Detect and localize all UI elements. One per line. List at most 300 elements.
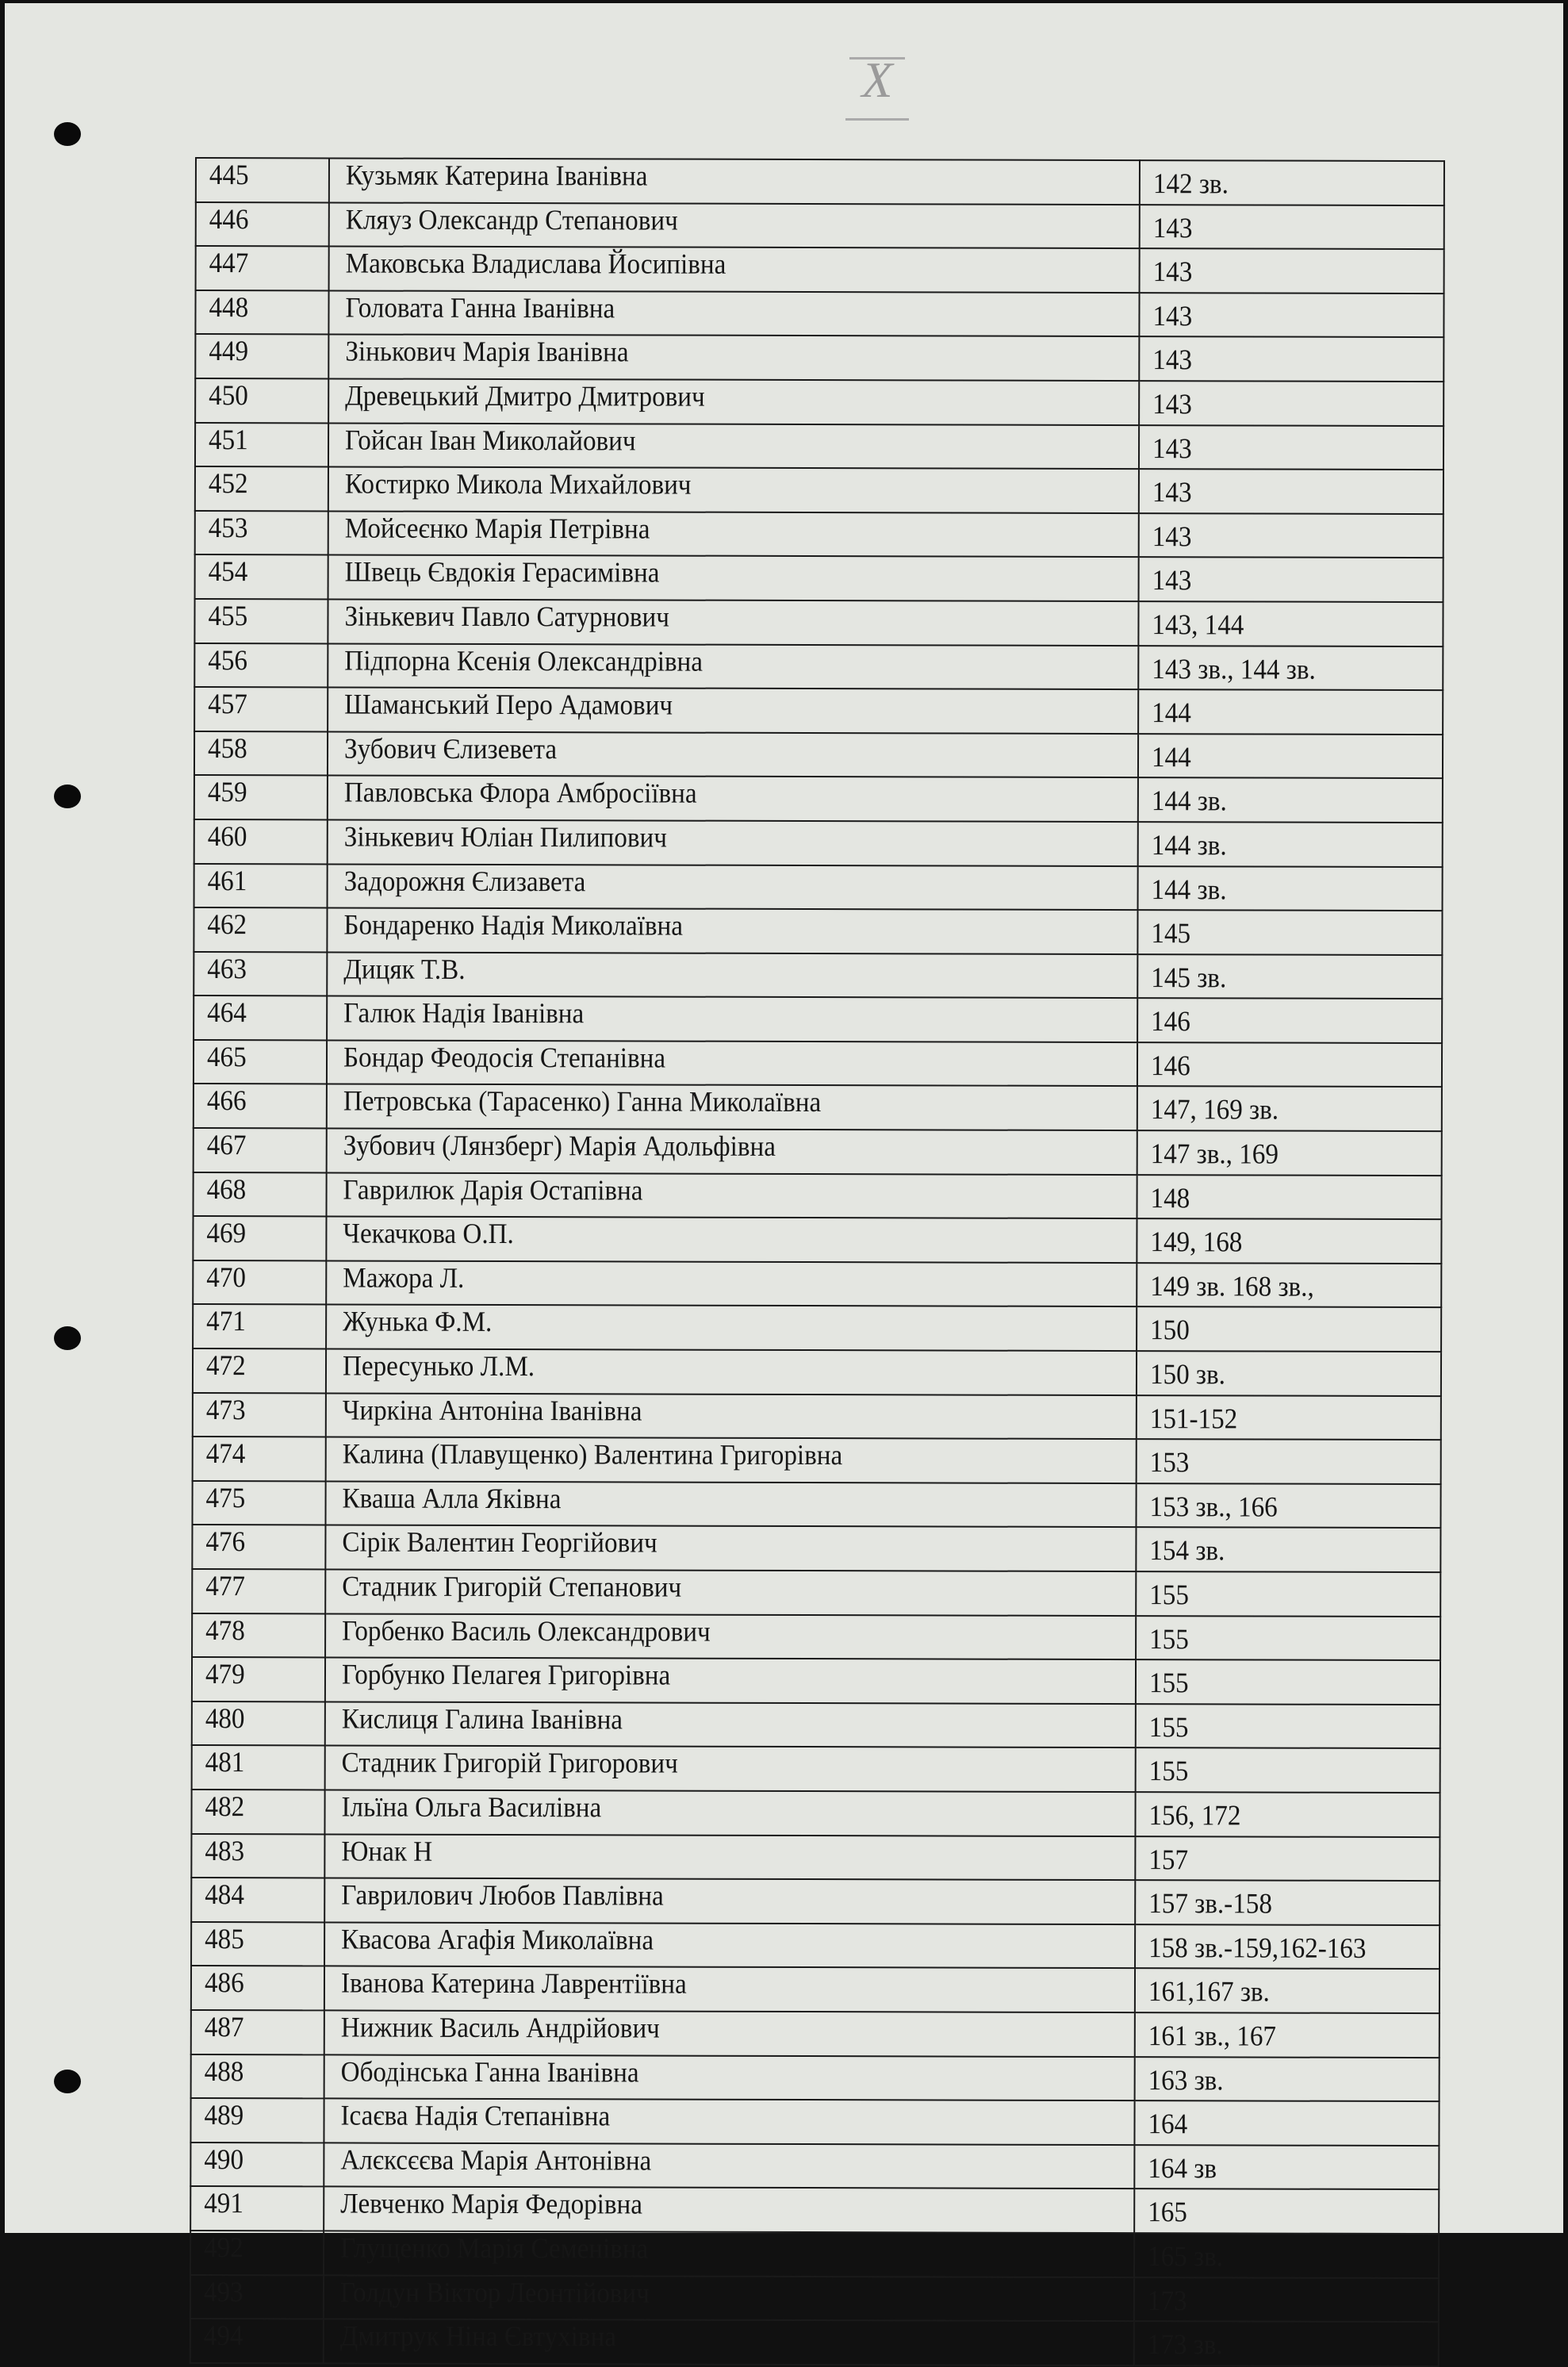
person-name: Кислиця Галина Іванівна bbox=[341, 1702, 623, 1736]
page-reference: 144 зв. bbox=[1151, 785, 1227, 817]
table-row bbox=[191, 1966, 1440, 2013]
person-name: Іванова Катерина Лаврентіївна bbox=[340, 1966, 687, 2000]
person-name: Гаврилюк Дарія Остапівна bbox=[343, 1173, 643, 1207]
page-reference: 144 bbox=[1152, 696, 1191, 729]
row-number: 455 bbox=[208, 599, 248, 632]
row-number-cell bbox=[194, 1128, 327, 1172]
row-number: 477 bbox=[205, 1570, 246, 1602]
page-reference-cell bbox=[1137, 1218, 1441, 1264]
page-reference: 144 bbox=[1151, 740, 1191, 773]
page-reference: 161,167 зв. bbox=[1148, 1975, 1270, 2008]
person-name-cell bbox=[326, 1348, 1137, 1394]
row-number-cell bbox=[194, 731, 328, 776]
row-number: 482 bbox=[205, 1790, 245, 1823]
row-number-cell bbox=[192, 1745, 325, 1790]
row-number-cell bbox=[195, 423, 328, 467]
page-reference-cell bbox=[1139, 336, 1443, 382]
page-reference-cell bbox=[1140, 160, 1444, 205]
page-reference-cell bbox=[1135, 1836, 1440, 1882]
row-number-cell bbox=[194, 687, 328, 731]
page-reference-cell bbox=[1134, 2100, 1439, 2146]
row-number-cell bbox=[193, 1216, 326, 1260]
table-row bbox=[194, 731, 1443, 779]
person-name-cell bbox=[328, 688, 1138, 734]
row-number: 466 bbox=[206, 1084, 247, 1117]
table-row bbox=[195, 334, 1443, 382]
page-reference-cell bbox=[1137, 998, 1442, 1043]
table-row bbox=[196, 246, 1444, 293]
person-name-cell bbox=[324, 2099, 1134, 2145]
person-name: Швець Євдокія Герасимівна bbox=[344, 555, 660, 589]
row-number: 485 bbox=[205, 1922, 244, 1955]
row-number-cell bbox=[194, 599, 328, 643]
row-number: 488 bbox=[204, 2054, 244, 2087]
page-reference: 163 зв. bbox=[1148, 2063, 1224, 2096]
row-number-cell bbox=[193, 1348, 326, 1393]
row-number: 460 bbox=[207, 819, 247, 853]
register-table bbox=[190, 157, 1445, 2367]
table-row bbox=[194, 1128, 1442, 1176]
person-name: Мойсеєнко Марія Петрівна bbox=[344, 512, 650, 545]
page-reference: 173 зв. bbox=[1147, 2328, 1223, 2361]
page-reference-cell bbox=[1140, 248, 1444, 293]
row-number: 454 bbox=[208, 555, 248, 588]
page-mark: X bbox=[845, 51, 909, 122]
row-number: 493 bbox=[203, 2275, 243, 2308]
page-reference: 165 bbox=[1148, 2196, 1187, 2228]
row-number: 487 bbox=[204, 2010, 244, 2043]
row-number: 494 bbox=[203, 2319, 243, 2352]
row-number-cell bbox=[196, 246, 329, 290]
person-name: Задорожня Єлизавета bbox=[343, 864, 586, 897]
page-reference: 145 зв. bbox=[1151, 961, 1227, 994]
person-name: Нижник Василь Андрійович bbox=[340, 2011, 660, 2044]
table-row bbox=[193, 1393, 1441, 1441]
page-reference-cell bbox=[1138, 689, 1443, 735]
table-row bbox=[194, 599, 1443, 646]
person-name: Юнак Н bbox=[341, 1835, 433, 1867]
row-number: 462 bbox=[207, 908, 247, 941]
row-number-cell bbox=[190, 2143, 324, 2187]
row-number-cell bbox=[194, 775, 328, 819]
row-number-cell bbox=[191, 2010, 324, 2054]
person-name: Глущенко Марія Семенівна bbox=[340, 2231, 649, 2265]
person-name-cell bbox=[325, 1658, 1136, 1704]
row-number-cell bbox=[192, 1613, 325, 1658]
table-row bbox=[194, 952, 1442, 999]
person-name: Алєксєєва Марія Антонівна bbox=[340, 2143, 652, 2177]
row-number: 452 bbox=[208, 467, 248, 500]
page-reference: 155 bbox=[1148, 1755, 1189, 1787]
page-reference: 153 bbox=[1149, 1446, 1190, 1479]
row-number: 465 bbox=[206, 1040, 247, 1073]
page-reference-cell bbox=[1136, 1704, 1440, 1749]
row-number-cell bbox=[192, 1701, 325, 1746]
row-number: 469 bbox=[206, 1217, 247, 1249]
person-name-cell bbox=[329, 247, 1140, 293]
person-name-cell bbox=[325, 1481, 1136, 1527]
person-name: Зубович (Лянзберг) Марія Адольфівна bbox=[343, 1129, 776, 1162]
page-reference-cell bbox=[1137, 1087, 1442, 1132]
person-name: Гойсан Іван Миколайович bbox=[345, 424, 636, 457]
row-number: 453 bbox=[208, 511, 248, 543]
table-row bbox=[195, 511, 1443, 558]
row-number-cell bbox=[192, 1481, 325, 1525]
page-reference: 155 bbox=[1149, 1579, 1189, 1611]
table-row bbox=[195, 466, 1443, 514]
page-reference-cell bbox=[1137, 1263, 1441, 1308]
row-number: 456 bbox=[208, 643, 248, 676]
page-reference: 143 bbox=[1152, 211, 1193, 244]
person-name-cell bbox=[324, 2231, 1134, 2277]
person-name-cell bbox=[325, 1525, 1136, 1571]
row-number-cell bbox=[192, 1657, 325, 1701]
table-row bbox=[195, 378, 1443, 426]
page-reference-cell bbox=[1137, 1395, 1441, 1441]
page-reference-cell bbox=[1137, 1439, 1441, 1484]
row-number: 472 bbox=[205, 1349, 246, 1382]
table-row bbox=[194, 1040, 1442, 1088]
person-name-cell bbox=[327, 996, 1137, 1042]
table-row bbox=[190, 2319, 1439, 2366]
table-row bbox=[194, 819, 1443, 867]
person-name: Павловська Флора Амбросіївна bbox=[343, 776, 697, 809]
page-reference-cell bbox=[1136, 1483, 1440, 1529]
page-reference-cell bbox=[1138, 866, 1443, 911]
person-name: Чекачкова О.П. bbox=[343, 1217, 514, 1250]
person-name: Жунька Ф.М. bbox=[343, 1305, 493, 1338]
person-name: Бондар Феодосія Степанівна bbox=[343, 1041, 666, 1074]
person-name-cell bbox=[324, 2319, 1134, 2365]
page-reference: 143 bbox=[1152, 564, 1192, 597]
document-page bbox=[5, 3, 1563, 2361]
page-reference: 149 зв. 168 зв., bbox=[1150, 1270, 1314, 1302]
row-number: 480 bbox=[205, 1701, 245, 1734]
page-reference-cell bbox=[1139, 469, 1443, 514]
person-name-cell bbox=[326, 1305, 1137, 1351]
page-reference: 150 зв. bbox=[1149, 1358, 1226, 1391]
page-reference-cell bbox=[1135, 2012, 1440, 2058]
row-number-cell bbox=[195, 466, 328, 511]
row-number-cell bbox=[193, 1437, 326, 1481]
table-row bbox=[192, 1525, 1440, 1572]
person-name-cell bbox=[324, 1922, 1135, 1968]
row-number: 457 bbox=[208, 688, 247, 720]
person-name-cell bbox=[326, 1437, 1137, 1483]
row-number: 464 bbox=[207, 996, 247, 1029]
page-reference-cell bbox=[1139, 381, 1443, 426]
person-name-cell bbox=[325, 1613, 1136, 1659]
page-reference-cell bbox=[1140, 205, 1444, 250]
page-reference-cell bbox=[1136, 1571, 1440, 1617]
person-name: Галюк Надія Іванівна bbox=[343, 996, 585, 1030]
person-name: Кваша Алла Яківна bbox=[342, 1482, 562, 1515]
page-reference-cell bbox=[1135, 1968, 1440, 2013]
page-reference: 173 bbox=[1147, 2284, 1187, 2316]
person-name-cell bbox=[328, 864, 1138, 910]
page-reference: 151-152 bbox=[1149, 1402, 1238, 1435]
person-name-cell bbox=[328, 599, 1138, 645]
row-number: 486 bbox=[204, 1966, 244, 1999]
row-number-cell bbox=[191, 1878, 324, 1922]
row-number: 481 bbox=[205, 1746, 245, 1778]
person-name-cell bbox=[328, 378, 1139, 424]
person-name-cell bbox=[328, 731, 1138, 777]
page-reference: 149, 168 bbox=[1150, 1226, 1243, 1258]
page-reference: 153 зв., 166 bbox=[1149, 1490, 1278, 1523]
page-reference: 143 bbox=[1152, 432, 1192, 464]
page-reference: 143 bbox=[1152, 299, 1193, 332]
person-name-cell bbox=[324, 1834, 1135, 1880]
person-name-cell bbox=[324, 1790, 1135, 1836]
row-number-cell bbox=[192, 1569, 325, 1613]
person-name: Стадник Григорій Григорович bbox=[341, 1746, 678, 1779]
table-row bbox=[196, 158, 1444, 205]
page-reference-cell bbox=[1135, 1792, 1440, 1837]
person-name: Голдун Віктор Леонтійович bbox=[339, 2275, 650, 2309]
page-reference: 155 bbox=[1148, 1710, 1189, 1744]
page-reference-cell bbox=[1137, 910, 1442, 955]
row-number-cell bbox=[193, 1393, 326, 1437]
page-reference-cell bbox=[1139, 557, 1443, 602]
row-number: 461 bbox=[207, 864, 247, 896]
person-name: Сірік Валентин Георгійович bbox=[342, 1525, 657, 1559]
table-row bbox=[192, 1657, 1440, 1705]
page-reference: 155 bbox=[1148, 1667, 1189, 1699]
row-number-cell bbox=[195, 378, 328, 423]
page-reference: 156, 172 bbox=[1148, 1799, 1241, 1832]
row-number-cell bbox=[194, 907, 327, 952]
person-name-cell bbox=[327, 1172, 1137, 1218]
page-reference: 143 зв., 144 зв. bbox=[1152, 652, 1316, 685]
table-row bbox=[191, 1790, 1440, 1837]
page-reference: 148 bbox=[1150, 1181, 1190, 1214]
person-name: Пересунько Л.М. bbox=[342, 1349, 535, 1383]
person-name: Шаманський Перо Адамович bbox=[344, 688, 673, 721]
row-number-cell bbox=[192, 1525, 325, 1569]
row-number-cell bbox=[193, 1304, 326, 1348]
row-number: 463 bbox=[207, 952, 247, 984]
page-reference: 158 зв.-159,162-163 bbox=[1148, 1931, 1367, 1964]
row-number-cell bbox=[194, 863, 328, 907]
person-name-cell bbox=[328, 290, 1139, 336]
person-name-cell bbox=[326, 1260, 1137, 1306]
page-reference: 143 bbox=[1152, 255, 1193, 288]
person-name-cell bbox=[325, 1746, 1136, 1792]
row-number: 467 bbox=[206, 1129, 247, 1161]
row-number: 475 bbox=[205, 1481, 246, 1513]
row-number-cell bbox=[195, 511, 328, 555]
page-reference-cell bbox=[1138, 734, 1443, 779]
person-name-cell bbox=[325, 1569, 1136, 1615]
row-number: 450 bbox=[209, 379, 248, 412]
person-name-cell bbox=[327, 1129, 1137, 1175]
page-reference: 164 зв bbox=[1148, 2151, 1217, 2185]
page-reference: 157 зв.-158 bbox=[1148, 1887, 1272, 1920]
person-name: Кляуз Олександр Степанович bbox=[345, 203, 678, 236]
row-number: 451 bbox=[209, 423, 248, 455]
row-number-cell bbox=[191, 1966, 324, 2010]
person-name-cell bbox=[324, 2143, 1134, 2189]
row-number: 483 bbox=[205, 1834, 245, 1866]
row-number-cell bbox=[194, 643, 328, 688]
row-number: 484 bbox=[205, 1878, 244, 1911]
page-reference-cell bbox=[1136, 1616, 1440, 1661]
table-row bbox=[194, 996, 1442, 1043]
row-number: 459 bbox=[207, 776, 247, 808]
row-number-cell bbox=[191, 2054, 324, 2099]
person-name: Левченко Марія Федорівна bbox=[340, 2187, 643, 2220]
page-reference: 144 зв. bbox=[1151, 873, 1227, 905]
table-row bbox=[191, 2010, 1440, 2058]
person-name: Зінькевич Павло Сатурнович bbox=[344, 600, 670, 633]
person-name: Маковська Владислава Йосипівна bbox=[345, 247, 726, 280]
page-reference: 146 bbox=[1151, 1005, 1190, 1038]
row-number-cell bbox=[190, 2231, 324, 2275]
page-reference-cell bbox=[1136, 1747, 1440, 1793]
row-number-cell bbox=[193, 1260, 326, 1305]
page-reference-cell bbox=[1139, 513, 1443, 558]
table-row bbox=[191, 1878, 1440, 1925]
page-reference-cell bbox=[1138, 646, 1443, 691]
person-name-cell bbox=[324, 2010, 1135, 2056]
page-reference-cell bbox=[1137, 1351, 1441, 1396]
page-reference: 143 bbox=[1152, 343, 1193, 376]
row-number: 476 bbox=[205, 1525, 246, 1558]
person-name: Калина (Плавущенко) Валентина Григорівна bbox=[342, 1437, 843, 1471]
person-name-cell bbox=[328, 819, 1138, 865]
row-number-cell bbox=[194, 1172, 327, 1217]
table-row bbox=[195, 554, 1443, 602]
person-name-cell bbox=[326, 1217, 1137, 1263]
person-name: Кузьмяк Катерина Іванівна bbox=[345, 159, 648, 192]
page-reference: 145 bbox=[1151, 917, 1191, 949]
row-number-cell bbox=[194, 819, 328, 864]
page-reference-cell bbox=[1134, 2145, 1439, 2190]
table-row bbox=[192, 1569, 1440, 1617]
person-name-cell bbox=[328, 555, 1139, 601]
person-name: Ободінська Ганна Іванівна bbox=[340, 2055, 639, 2089]
page-reference-cell bbox=[1138, 601, 1443, 646]
row-number-cell bbox=[191, 1922, 324, 1966]
table-row bbox=[194, 907, 1442, 955]
page-reference: 165 зв. bbox=[1148, 2240, 1224, 2273]
person-name: Головата Ганна Іванівна bbox=[345, 291, 615, 324]
table-row bbox=[195, 290, 1443, 338]
person-name-cell bbox=[324, 2187, 1134, 2233]
person-name-cell bbox=[328, 335, 1139, 381]
row-number-cell bbox=[196, 202, 329, 247]
table-row bbox=[190, 2186, 1439, 2234]
punch-hole bbox=[54, 122, 81, 146]
page-reference-cell bbox=[1134, 2233, 1439, 2278]
page-reference: 143 bbox=[1152, 476, 1192, 508]
page-reference: 147, 169 зв. bbox=[1150, 1093, 1279, 1126]
page-reference: 143 bbox=[1152, 520, 1192, 553]
row-number: 490 bbox=[204, 2143, 244, 2175]
row-number: 492 bbox=[204, 2231, 243, 2264]
row-number: 449 bbox=[209, 335, 249, 367]
person-name-cell bbox=[324, 1966, 1135, 2012]
person-name-cell bbox=[324, 2275, 1134, 2321]
person-name: Горбунко Пелагея Григорівна bbox=[341, 1658, 671, 1691]
page-reference: 144 зв. bbox=[1151, 829, 1227, 861]
table-row bbox=[196, 202, 1444, 250]
page-reference: 147 зв., 169 bbox=[1150, 1137, 1279, 1170]
row-number: 470 bbox=[206, 1260, 247, 1294]
row-number-cell bbox=[190, 2319, 324, 2363]
row-number: 446 bbox=[209, 202, 249, 235]
row-number-cell bbox=[191, 1790, 324, 1834]
person-name: Дмитрук Ніна Євтухівна bbox=[339, 2319, 616, 2353]
table-row bbox=[190, 2098, 1439, 2146]
row-number: 474 bbox=[205, 1437, 246, 1470]
person-name: Зінькович Марія Іванівна bbox=[345, 335, 629, 368]
page-reference: 146 bbox=[1150, 1049, 1190, 1082]
person-name: Бондаренко Надія Миколаївна bbox=[343, 908, 684, 942]
page-reference: 155 bbox=[1149, 1622, 1189, 1655]
person-name: Чиркіна Антоніна Іванівна bbox=[342, 1394, 642, 1427]
row-number: 447 bbox=[209, 247, 249, 279]
page-reference: 143 bbox=[1152, 388, 1192, 420]
table-row bbox=[194, 1084, 1442, 1131]
person-name: Костирко Микола Михайлович bbox=[344, 467, 692, 501]
page-reference: 154 зв. bbox=[1149, 1534, 1225, 1567]
person-name: Гаврилович Любов Павлівна bbox=[341, 1878, 664, 1912]
person-name: Дицяк Т.В. bbox=[343, 953, 466, 985]
page-reference-cell bbox=[1135, 2057, 1440, 2102]
page-reference-cell bbox=[1137, 954, 1442, 999]
row-number: 445 bbox=[209, 159, 249, 191]
table-row bbox=[191, 1922, 1440, 1970]
row-number: 471 bbox=[206, 1305, 246, 1337]
row-number-cell bbox=[194, 952, 327, 996]
page-reference: 142 зв. bbox=[1152, 167, 1229, 200]
person-name-cell bbox=[324, 2054, 1135, 2100]
punch-hole bbox=[54, 785, 81, 808]
person-name: Стадник Григорій Степанович bbox=[342, 1570, 682, 1603]
page-reference-cell bbox=[1134, 2189, 1439, 2234]
table-row bbox=[193, 1437, 1441, 1484]
person-name: Ільїна Ольга Василівна bbox=[341, 1790, 602, 1824]
page-reference: 143, 144 bbox=[1152, 608, 1244, 641]
person-name-cell bbox=[324, 1878, 1135, 1924]
table-row bbox=[193, 1304, 1441, 1352]
person-name-cell bbox=[329, 202, 1140, 248]
row-number-cell bbox=[195, 334, 328, 378]
row-number: 458 bbox=[207, 731, 247, 764]
page-reference: 150 bbox=[1150, 1314, 1190, 1346]
table-row bbox=[192, 1701, 1440, 1749]
row-number: 448 bbox=[209, 290, 249, 323]
row-number-cell bbox=[194, 996, 327, 1040]
page-reference-cell bbox=[1134, 2277, 1439, 2323]
row-number-cell bbox=[195, 554, 328, 599]
row-number-cell bbox=[190, 2098, 324, 2143]
person-name: Зубович Єлизевета bbox=[343, 732, 558, 765]
row-number-cell bbox=[190, 2274, 324, 2319]
page-reference-cell bbox=[1135, 1880, 1440, 1925]
row-number-cell bbox=[195, 290, 328, 335]
page-reference-cell bbox=[1136, 1659, 1440, 1705]
row-number-cell bbox=[194, 1040, 327, 1084]
page-reference-cell bbox=[1134, 2321, 1439, 2366]
person-name-cell bbox=[326, 1393, 1137, 1439]
person-name: Мажора Л. bbox=[343, 1261, 465, 1294]
person-name-cell bbox=[328, 467, 1139, 513]
person-name: Петровська (Тарасенко) Ганна Миколаївна bbox=[343, 1084, 822, 1118]
row-number-cell bbox=[194, 1084, 327, 1128]
